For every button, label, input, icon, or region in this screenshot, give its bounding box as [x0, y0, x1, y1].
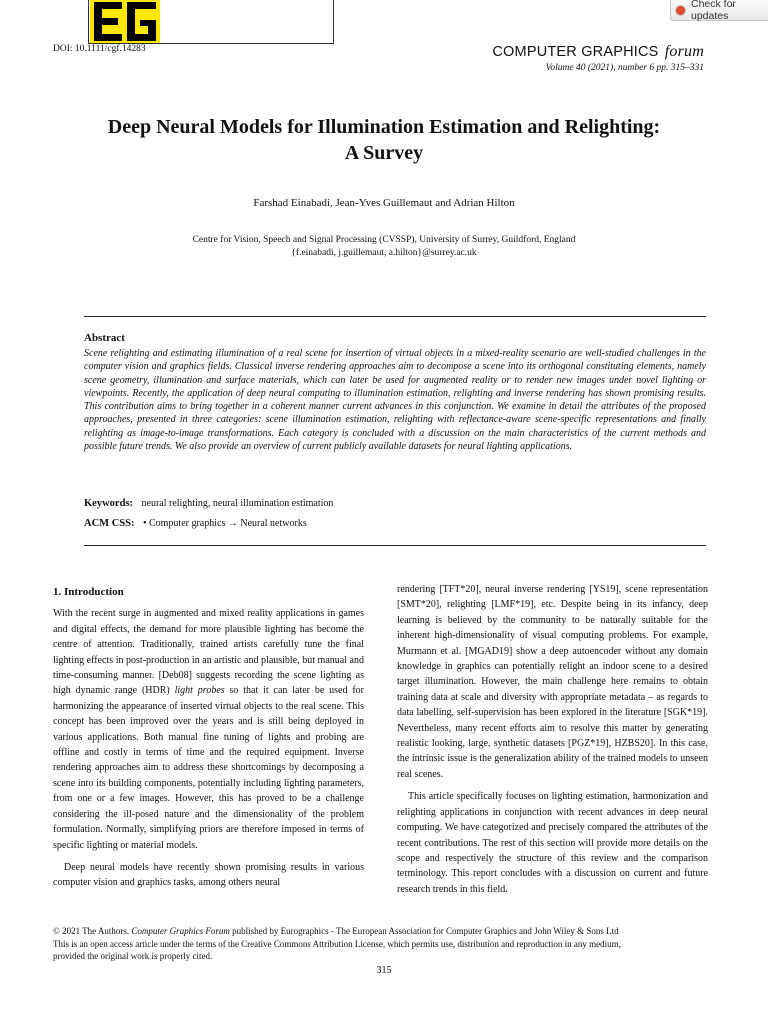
journal-name-suffix: forum — [664, 43, 704, 60]
page-number: 315 — [376, 965, 392, 976]
intro-paragraph-2: Deep neural models have recently shown promising results in various computer vision and graphics tasks, among others neural — [53, 861, 364, 889]
acm-css-row — [84, 518, 307, 529]
affiliation — [0, 234, 768, 259]
intro-paragraph-4: This article specifically focuses on lighting estimation, harmonization and relighting applications in conjunction with recent advances in deep neural computing. We have categorized and precisely compared the attributes of the recent contributions. The rest of this section will provide more details on the scope and respectively the structure of this review and the comparison terminology. This report concludes with a discussion on current and future research trends in this field. — [397, 791, 708, 895]
copyright-prefix: © 2021 The Authors. — [53, 926, 132, 936]
intro-paragraph-1 — [53, 606, 364, 853]
copyright-journal: Computer Graphics Forum — [131, 926, 230, 936]
abstract-text: Scene relighting and estimating illumination of a real scene for insertion of virtual objects in a mixed-reality scenario are well-studied challenges in the computer vision and graphics fields. Classical inverse rendering approaches aim to decompose a scene into its orthogonal constituting elements, namely scene geometry, illumination and surface materials, which can later be used for augmented reality or to render new images under novel lighting or viewpoints. Recently, the application of deep neural computing to illumination estimation, relighting and inverse rendering has shown promising results. This contribution aims to bring together in a coherent manner current advances in this conjunction. We examine in detail the attributes of the proposed approaches, presented in three categories: scene illumination estimation, relighting with reflectance-aware scene-specific representations and finally relighting as image-to-image transformations. Each category is concluded with a discussion on the main characteristics of the current methods and possible future trends. We also provide an overview of current publicly available datasets for neural lighting applications. — [84, 348, 706, 453]
license-line-2: provided the original work is properly cited. — [53, 951, 213, 961]
intro-paragraph-1-emphasis: light probes — [174, 685, 225, 697]
keywords-value: neural relighting, neural illumination estimation — [141, 498, 334, 509]
intro-paragraph-1-part-a: With the recent surge in augmented and mixed reality applications in games and digital effects, the demand for more plausible lighting has become the centre of attention. Traditionally, trained artists carefully tune the final lighting effects in post-production in an artistic and plausible, but manual and time-consuming manner. [Deb08] suggests recording the scene lighting as high dynamic range (HDR) — [53, 608, 364, 697]
keywords-row — [84, 498, 333, 509]
paper-title-line-1: Deep Neural Models for Illumination Estimation and Relighting: — [107, 116, 661, 138]
journal-logo-box — [88, 0, 334, 44]
acm-css-label: ACM CSS: — [84, 518, 135, 529]
keywords-label: Keywords: — [84, 498, 133, 509]
author-list: Farshad Einabadi, Jean-Yves Guillemaut and Adrian Hilton — [253, 197, 515, 209]
intro-paragraph-1-part-b: so that it can later be used for harmonizing the appearance of inserted virtual objects to the real scene. This concept has been improved over the years and is still being deployed in various applications. Both manual fine tuning of lights and probing are offline and costly in terms of time and the required equipment. Inverse rendering approaches aim to address these shortcomings by decomposing a scene into its building components, potentially including lighting parameters, from one or a few images. However, this has proved to be a challenge considering the ill-posed nature and the dimensionality of the problem formulation. Normally, simplifying priors are therefore imposed in terms of specific lighting or material models. — [53, 685, 364, 851]
section-heading-introduction: 1. Introduction — [53, 586, 124, 598]
eurographics-logo — [90, 0, 160, 43]
acm-css-value: • Computer graphics → Neural networks — [142, 518, 307, 529]
body-column-right — [397, 582, 708, 897]
intro-paragraph-3: rendering [TFT*20], neural inverse rendering [YS19], scene representation [SMT*20], relighting [LMF*19], etc. Despite being in its infancy, deep learning is believed by the community to be naturally suitable for the inherent high-dimensionality of visual computing problems. For example, Murmann et al. [MGAD19] show a deep autoencoder without any domain knowledge in graphics can potentially relight an indoor scene to a desired target illumination. However, the main challenge here remains to obtain training data at scale and diversity with appropriate metadata – as regards to data labelling, self-supervision has been explored in the literature [SGK*19]. Nevertheless, many recent efforts aim to resolve this matter by generating realistic looking, large, synthetic datasets [PGZ*19], HZBS20]. In this case, the intrinsic issue is the generalization ability of the trained models to unseen real scenes. — [397, 584, 708, 780]
crossmark-icon — [675, 5, 686, 16]
volume-info: Volume 40 (2021), number 6 pp. 315–331 — [545, 63, 704, 73]
check-for-updates-label: Check for updates — [691, 0, 736, 22]
journal-name-main: COMPUTER GRAPHICS — [492, 44, 659, 60]
copyright-footer — [53, 925, 707, 963]
abstract-bottom-rule — [84, 545, 706, 546]
check-for-updates-button[interactable] — [670, 0, 768, 21]
journal-name — [492, 43, 704, 61]
abstract-heading: Abstract — [84, 332, 125, 344]
abstract-top-rule — [84, 316, 706, 317]
affiliation-institution: Centre for Vision, Speech and Signal Processing (CVSSP), University of Surrey, Guildford, England — [192, 235, 576, 245]
doi-link[interactable]: DOI: 10.1111/cgf.14283 — [53, 44, 146, 54]
paper-title-line-2: A Survey — [344, 142, 424, 164]
license-line-1: This is an open access article under the terms of the Creative Commons Attribution License, which permits use, distribution and reproduction in any medium, — [53, 938, 621, 949]
paper-title — [0, 114, 768, 166]
copyright-line — [53, 925, 707, 938]
affiliation-emails[interactable]: {f.einabadi, j.guillemaut, a.hilton}@surrey.ac.uk — [291, 247, 477, 258]
body-column-left — [53, 585, 364, 891]
copyright-publisher: published by Eurographics - The European Association for Computer Graphics and John Wiley & Sons Ltd — [229, 926, 619, 936]
